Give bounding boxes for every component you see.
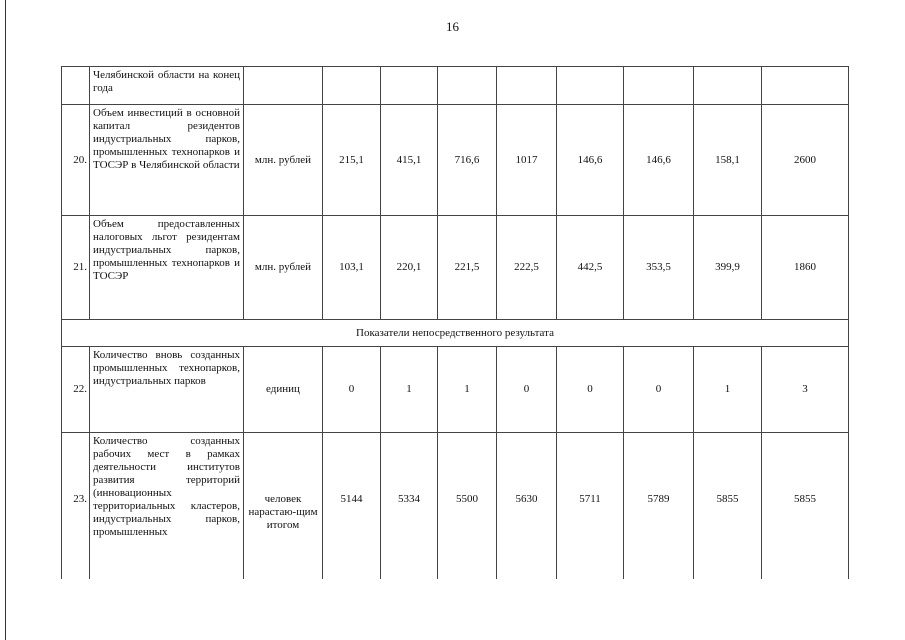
indicator-name: Объем инвестиций в основной капитал резидентов индустриальных парков, промышленных технопарков и ТОСЭР в Челябинской области (90, 105, 244, 216)
value-cell (497, 67, 557, 105)
unit-cell: человек нарастаю-щим итогом (244, 433, 323, 579)
section-header-row (62, 320, 849, 347)
value-cell: 0 (624, 347, 694, 433)
value-cell (323, 67, 381, 105)
table-row (62, 67, 849, 105)
value-cell: 220,1 (381, 216, 438, 320)
value-cell: 5144 (323, 433, 381, 579)
value-cell (624, 67, 694, 105)
value-cell: 3 (762, 347, 849, 433)
value-cell: 716,6 (438, 105, 497, 216)
value-cell: 353,5 (624, 216, 694, 320)
value-cell: 146,6 (624, 105, 694, 216)
value-cell: 5855 (762, 433, 849, 579)
value-cell: 222,5 (497, 216, 557, 320)
value-cell: 442,5 (557, 216, 624, 320)
value-cell (381, 67, 438, 105)
value-cell (762, 67, 849, 105)
indicator-name: Объем предоставленных налоговых льгот резидентам индустриальных парков, промышленных технопарков и ТОСЭР (90, 216, 244, 320)
table-row (62, 347, 849, 433)
value-cell: 5500 (438, 433, 497, 579)
indicator-name: Челябинской области на конец года (90, 67, 244, 105)
section-title: Показатели непосредственного результата (62, 320, 849, 347)
value-cell: 5789 (624, 433, 694, 579)
unit-cell: млн. рублей (244, 216, 323, 320)
value-cell: 1017 (497, 105, 557, 216)
value-cell (438, 67, 497, 105)
value-cell: 1 (694, 347, 762, 433)
table-row (62, 216, 849, 320)
value-cell: 146,6 (557, 105, 624, 216)
value-cell: 5630 (497, 433, 557, 579)
table-row (62, 433, 849, 579)
value-cell (694, 67, 762, 105)
page-number: 16 (446, 19, 459, 34)
row-number (62, 67, 90, 105)
value-cell: 103,1 (323, 216, 381, 320)
value-cell: 399,9 (694, 216, 762, 320)
value-cell: 5855 (694, 433, 762, 579)
value-cell: 0 (497, 347, 557, 433)
table-row (62, 105, 849, 216)
row-number: 21. (62, 216, 90, 320)
unit-cell: млн. рублей (244, 105, 323, 216)
indicator-name: Количество вновь созданных промышленных технопарков, индустриальных парков (90, 347, 244, 433)
value-cell: 0 (323, 347, 381, 433)
value-cell: 1 (438, 347, 497, 433)
unit-cell: единиц (244, 347, 323, 433)
value-cell: 221,5 (438, 216, 497, 320)
row-number: 20. (62, 105, 90, 216)
value-cell: 1 (381, 347, 438, 433)
unit-cell (244, 67, 323, 105)
value-cell: 158,1 (694, 105, 762, 216)
value-cell: 5711 (557, 433, 624, 579)
value-cell (557, 67, 624, 105)
value-cell: 0 (557, 347, 624, 433)
row-number: 23. (62, 433, 90, 579)
value-cell: 5334 (381, 433, 438, 579)
value-cell: 215,1 (323, 105, 381, 216)
row-number: 22. (62, 347, 90, 433)
page-left-border (5, 0, 6, 640)
value-cell: 415,1 (381, 105, 438, 216)
value-cell: 2600 (762, 105, 849, 216)
indicator-name: Количество созданных рабочих мест в рамках деятельности институтов развития территорий (инновационных территориальных кластеров, индустриальных парков, промышленных (90, 433, 244, 579)
value-cell: 1860 (762, 216, 849, 320)
indicators-table (61, 66, 849, 579)
